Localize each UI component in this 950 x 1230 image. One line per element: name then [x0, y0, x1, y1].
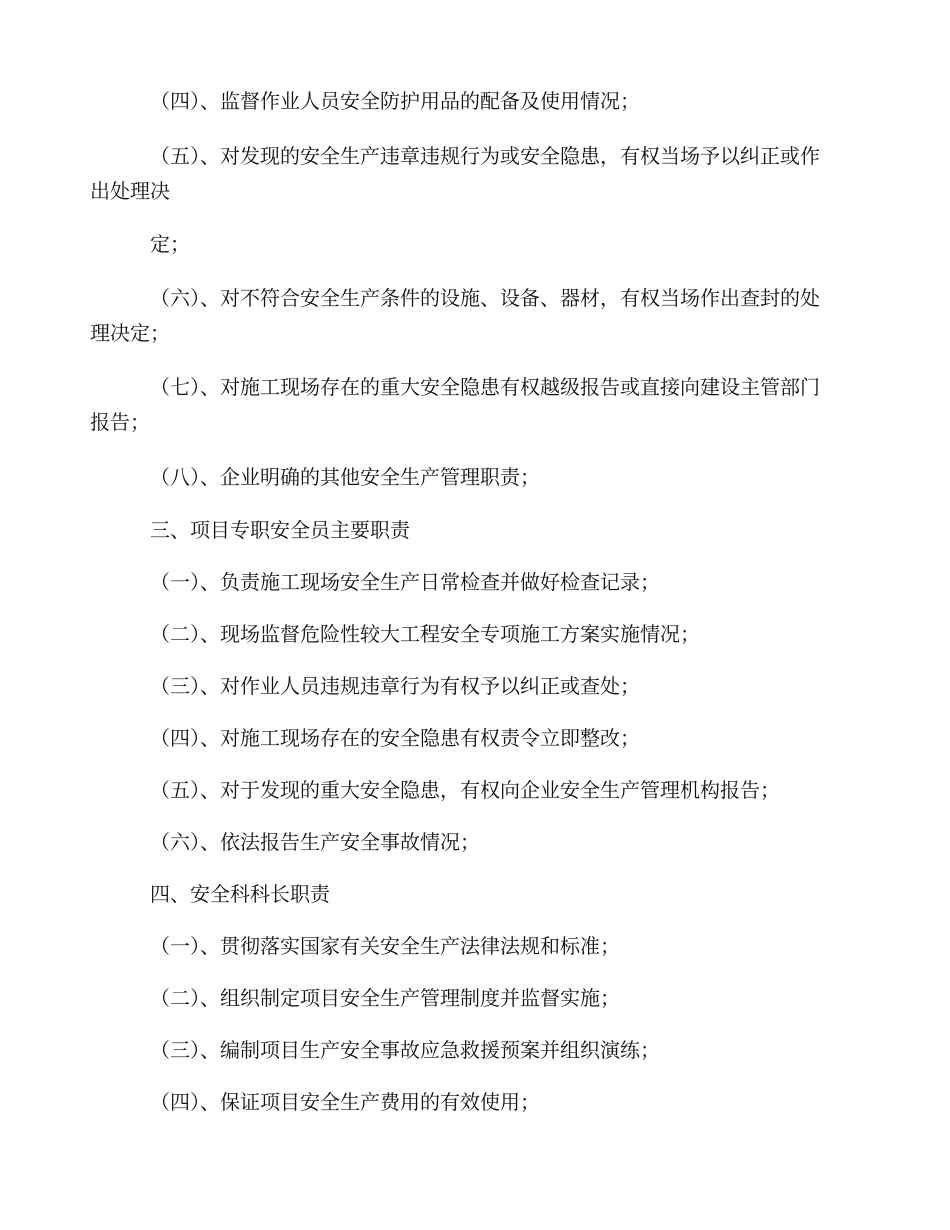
paragraph-8-other-duties: （八）、企业明确的其他安全生产管理职责； [150, 465, 540, 489]
paragraph-4-supervise-ppe: （四）、监督作业人员安全防护用品的配备及使用情况； [150, 89, 640, 113]
paragraph-s4-4: （四）、保证项目安全生产费用的有效使用； [150, 1090, 540, 1114]
paragraph-s3-1: （一）、负责施工现场安全生产日常检查并做好检查记录； [150, 570, 660, 594]
paragraph-s4-3: （三）、编制项目生产安全事故应急救援预案并组织演练； [150, 1038, 660, 1062]
paragraph-line: （七）、对施工现场存在的重大安全隐患有权越级报告或直接向建设主管部门 [150, 375, 820, 399]
paragraph-s3-5: （五）、对于发现的重大安全隐患，有权向企业安全生产管理机构报告； [150, 778, 780, 802]
paragraph-s3-3: （三）、对作业人员违规违章行为有权予以纠正或查处； [150, 674, 640, 698]
paragraph-line: 报告； [90, 410, 150, 434]
paragraph-7-report-hazards [90, 370, 865, 440]
paragraph-6-seal-facilities [90, 281, 865, 351]
paragraph-line: 理决定； [90, 321, 170, 345]
paragraph-5-correct-violations [90, 139, 865, 209]
paragraph-line: 出处理决 [90, 179, 170, 203]
paragraph-5-continuation: 定； [150, 232, 190, 256]
paragraph-s4-2: （二）、组织制定项目安全生产管理制度并监督实施； [150, 986, 620, 1010]
paragraph-s3-6: （六）、依法报告生产安全事故情况； [150, 830, 480, 854]
paragraph-s3-4: （四）、对施工现场存在的安全隐患有权责令立即整改； [150, 726, 640, 750]
section-heading-4: 四、安全科科长职责 [150, 882, 330, 906]
section-heading-3: 三、项目专职安全员主要职责 [150, 518, 410, 542]
paragraph-s4-1: （一）、贯彻落实国家有关安全生产法律法规和标准； [150, 934, 620, 958]
paragraph-line: （六）、对不符合安全生产条件的设施、设备、器材，有权当场作出查封的处 [150, 286, 820, 310]
paragraph-s3-2: （二）、现场监督危险性较大工程安全专项施工方案实施情况； [150, 622, 700, 646]
paragraph-line: （五）、对发现的安全生产违章违规行为或安全隐患，有权当场予以纠正或作 [150, 144, 820, 168]
